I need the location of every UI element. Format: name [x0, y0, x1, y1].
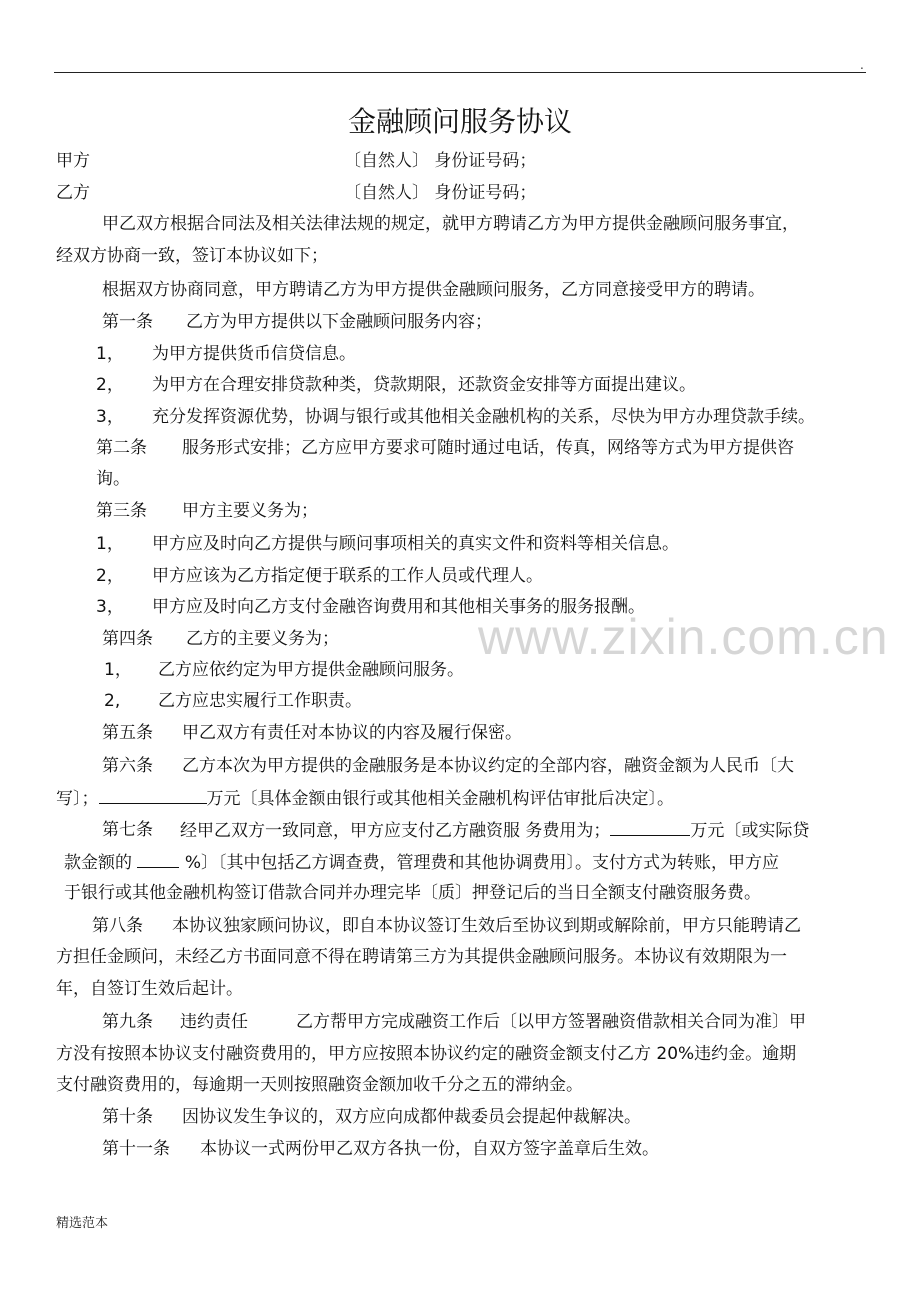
header-mark: . [860, 58, 864, 72]
header-rule [54, 72, 866, 73]
footer-label: 精选范本 [56, 1216, 109, 1231]
article-7-line-1-suffix: 万元〔或实际贷 [690, 821, 810, 841]
article-3-text: 甲方主要义务为； [182, 501, 318, 521]
amount-blank [99, 787, 207, 804]
party-a-label: 甲方 [56, 151, 90, 171]
article-6-label: 第六条 [102, 756, 153, 776]
article-7-line-1-prefix: 经甲乙双方一致同意，甲方应支付乙方融资服 务费用为； [180, 821, 611, 841]
list-item: 甲方应及时向乙方支付金融咨询费用和其他相关事务的服务报酬。 [152, 597, 645, 617]
watermark: www.zixin.com.cn [478, 609, 889, 665]
article-11-label: 第十一条 [102, 1139, 170, 1159]
article-6-line-2-suffix: 万元〔具体金额由银行或其他相关金融机构评估审批后决定〕。 [206, 789, 674, 809]
article-11-text: 本协议一式两份甲乙双方各执一份，自双方签字盖章后生效。 [200, 1139, 659, 1159]
article-4-text: 乙方的主要义务为； [186, 629, 339, 649]
list-item-number: 1， [96, 534, 124, 554]
article-10-label: 第十条 [102, 1107, 153, 1127]
fee-blank [610, 819, 690, 836]
article-2-line-2: 询。 [96, 469, 130, 489]
list-item: 乙方应依约定为甲方提供金融顾问服务。 [158, 660, 464, 680]
article-6-line-2-prefix: 写〕； [56, 789, 99, 809]
article-8-label: 第八条 [92, 916, 143, 936]
article-5-label: 第五条 [102, 723, 153, 743]
article-2-label: 第二条 [96, 438, 147, 458]
party-a-info: 〔自然人〕 身份证号码； [344, 151, 537, 171]
article-5-text: 甲乙双方有责任对本协议的内容及履行保密。 [182, 723, 522, 743]
article-9-line-1: 乙方帮甲方完成融资工作后〔以甲方签署融资借款相关合同为准〕甲 [296, 1012, 806, 1032]
list-item: 为甲方提供货币信贷信息。 [152, 344, 356, 364]
list-item-number: 2， [96, 375, 124, 395]
list-item: 充分发挥资源优势，协调与银行或其他相关金融机构的关系，尽快为甲方办理贷款手续。 [152, 407, 815, 427]
article-7-line-2-prefix: 款金额的 [64, 853, 132, 873]
article-8-line-1: 本协议独家顾问协议，即自本协议签订生效后至协议到期或解除前，甲方只能聘请乙 [172, 916, 801, 936]
list-item: 甲方应及时向乙方提供与顾问事项相关的真实文件和资料等相关信息。 [152, 534, 679, 554]
article-8-line-2: 方担任金顾问，未经乙方书面同意不得在聘请第三方为其提供金融顾问服务。本协议有效期限为一 [56, 947, 787, 967]
article-7-line-3: 于银行或其他金融机构签订借款合同并办理完毕〔质〕押登记后的当日全额支付融资服务费。 [64, 883, 761, 903]
article-1-label: 第一条 [102, 312, 153, 332]
article-6-line-1: 乙方本次为甲方提供的金融服务是本协议约定的全部内容，融资金额为人民币〔大 [182, 756, 794, 776]
intro-line-2: 经双方协商一致，签订本协议如下； [56, 246, 328, 266]
party-b-label: 乙方 [56, 183, 90, 203]
article-9-line-3: 支付融资费用的，每逾期一天则按照融资金额加收千分之五的滞纳金。 [56, 1075, 583, 1095]
article-7-line-1 [180, 819, 809, 842]
list-item-number: 1， [104, 660, 132, 680]
article-8-line-3: 年，自签订生效后起计。 [56, 979, 243, 999]
article-2-line-1: 服务形式安排；乙方应甲方要求可随时通过电话，传真，网络等方式为甲方提供咨 [182, 438, 794, 458]
list-item: 甲方应该为乙方指定便于联系的工作人员或代理人。 [152, 566, 543, 586]
article-3-label: 第三条 [96, 501, 147, 521]
party-b-info: 〔自然人〕 身份证号码； [344, 183, 537, 203]
article-7-line-2-suffix: %〕〔其中包括乙方调查费，管理费和其他协调费用〕。支付方式为转账，甲方应 [184, 853, 779, 873]
list-item-number: 3， [96, 407, 124, 427]
article-9-label: 第九条 [102, 1012, 153, 1032]
list-item: 乙方应忠实履行工作职责。 [158, 691, 362, 711]
article-7-line-2 [64, 851, 779, 874]
article-1-text: 乙方为甲方提供以下金融顾问服务内容； [186, 312, 492, 332]
list-item: 为甲方在合理安排贷款种类，贷款期限，还款资金安排等方面提出建议。 [152, 375, 696, 395]
intro-line-3: 根据双方协商同意，甲方聘请乙方为甲方提供金融顾问服务，乙方同意接受甲方的聘请。 [102, 280, 765, 300]
list-item-number: 2, [104, 691, 121, 711]
document-title: 金融顾问服务协议 [347, 105, 572, 138]
article-4-label: 第四条 [102, 629, 153, 649]
article-9-line-2: 方没有按照本协议支付融资费用的，甲方应按照本协议约定的融资金额支付乙方 20%违约金。逾期 [56, 1044, 797, 1064]
intro-line-1: 甲乙双方根据合同法及相关法律法规的规定，就甲方聘请乙方为甲方提供金融顾问服务事宜， [102, 214, 799, 234]
article-10-text: 因协议发生争议的，双方应向成都仲裁委员会提起仲裁解决。 [182, 1107, 641, 1127]
article-7-label: 第七条 [102, 820, 153, 840]
percent-blank [137, 851, 179, 868]
list-item-number: 2， [96, 566, 124, 586]
list-item-number: 3， [96, 597, 124, 617]
list-item-number: 1， [96, 344, 124, 364]
article-6-line-2 [56, 787, 674, 810]
article-9-subtitle: 违约责任 [180, 1012, 248, 1032]
